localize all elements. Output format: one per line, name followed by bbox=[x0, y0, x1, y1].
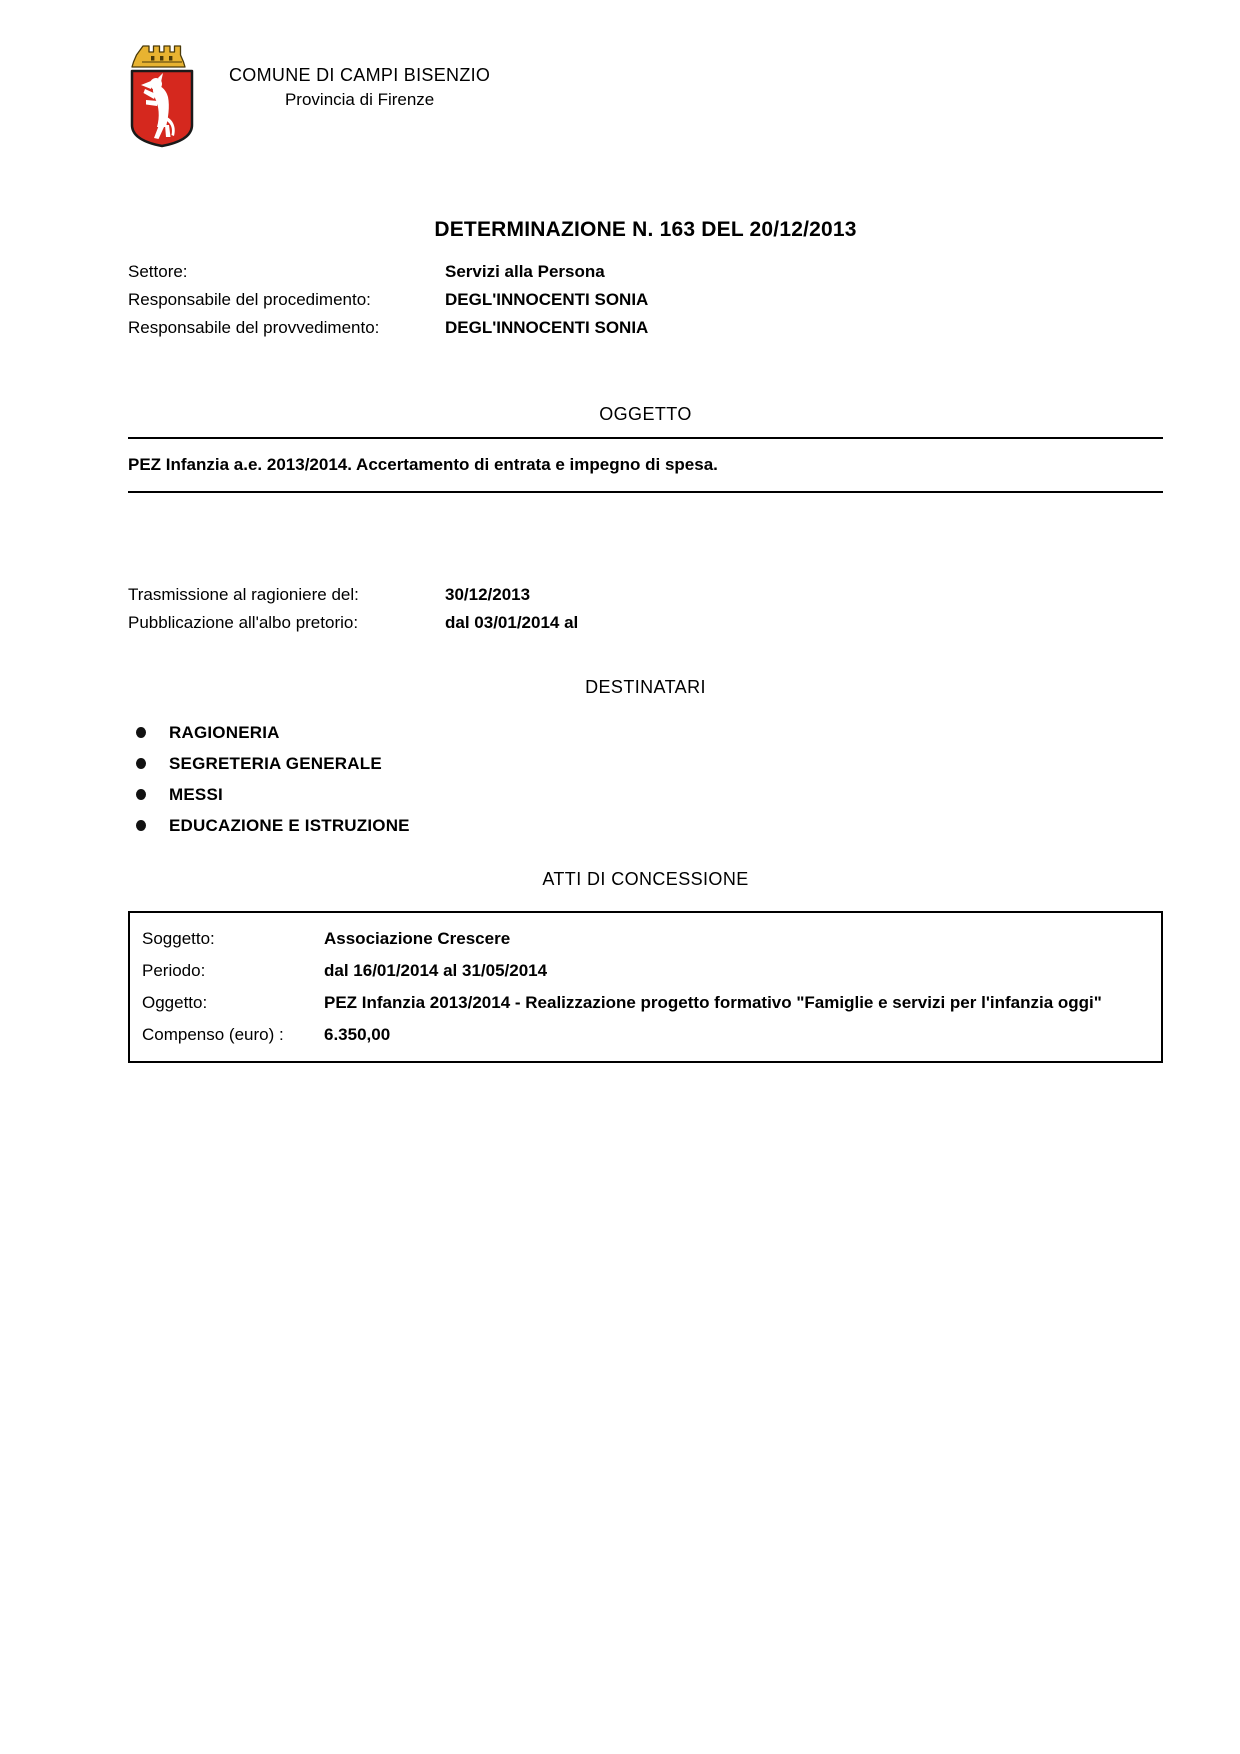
destinatari-heading: DESTINATARI bbox=[585, 677, 706, 697]
header-text-block bbox=[229, 42, 490, 112]
list-item bbox=[128, 717, 1163, 748]
list-item bbox=[128, 779, 1163, 810]
bullet-icon bbox=[136, 727, 146, 738]
list-item bbox=[128, 748, 1163, 779]
field-value: 6.350,00 bbox=[324, 1025, 391, 1044]
field-value: DEGL'INNOCENTI SONIA bbox=[445, 318, 649, 337]
destinatario-label: EDUCAZIONE E ISTRUZIONE bbox=[169, 815, 410, 835]
municipality-name: COMUNE DI CAMPI BISENZIO bbox=[229, 65, 491, 85]
field-value: DEGL'INNOCENTI SONIA bbox=[445, 290, 649, 309]
bullet-icon bbox=[136, 820, 146, 831]
field-value: 30/12/2013 bbox=[445, 585, 531, 604]
crest-crown bbox=[132, 46, 185, 67]
concessione-row-periodo bbox=[142, 955, 1149, 987]
bullet-icon bbox=[136, 789, 146, 800]
destinatario-label: RAGIONERIA bbox=[169, 722, 280, 742]
concessione-row-oggetto bbox=[142, 987, 1149, 1019]
destinatari-list bbox=[128, 717, 1163, 841]
concessione-row-soggetto bbox=[142, 923, 1149, 955]
divider bbox=[128, 491, 1163, 493]
province-name: Provincia di Firenze bbox=[284, 90, 435, 109]
transmission-row-ragioniere bbox=[128, 581, 1163, 609]
document-header bbox=[128, 0, 1163, 148]
divider bbox=[128, 437, 1163, 439]
meta-row-settore bbox=[128, 258, 1163, 286]
bullet-icon bbox=[136, 758, 146, 769]
field-value: PEZ Infanzia 2013/2014 - Realizzazione progetto formativo "Famiglie e servizi per l'infanzia oggi" bbox=[324, 993, 1102, 1012]
document-title: DETERMINAZIONE N. 163 DEL 20/12/2013 bbox=[434, 218, 857, 241]
field-label: Responsabile del procedimento: bbox=[128, 290, 371, 309]
field-label: Trasmissione al ragioniere del: bbox=[128, 585, 359, 604]
concessione-row-compenso bbox=[142, 1019, 1149, 1051]
field-value: dal 16/01/2014 al 31/05/2014 bbox=[324, 961, 548, 980]
meta-row-resp-provvedimento bbox=[128, 314, 1163, 342]
transmission-section bbox=[128, 581, 1163, 637]
transmission-row-albo bbox=[128, 609, 1163, 637]
oggetto-heading: OGGETTO bbox=[599, 404, 692, 424]
field-label: Soggetto: bbox=[142, 929, 215, 948]
destinatario-label: MESSI bbox=[169, 784, 223, 804]
municipal-crest-icon bbox=[125, 42, 199, 148]
field-label: Pubblicazione all'albo pretorio: bbox=[128, 613, 359, 632]
destinatario-label: SEGRETERIA GENERALE bbox=[169, 753, 382, 773]
field-label: Oggetto: bbox=[142, 993, 208, 1012]
field-value: Associazione Crescere bbox=[324, 929, 511, 948]
oggetto-text: PEZ Infanzia a.e. 2013/2014. Accertamento di entrata e impegno di spesa. bbox=[128, 455, 718, 474]
field-label: Compenso (euro) : bbox=[142, 1025, 284, 1044]
field-label: Periodo: bbox=[142, 961, 206, 980]
list-item bbox=[128, 810, 1163, 841]
meta-row-resp-procedimento bbox=[128, 286, 1163, 314]
field-label: Settore: bbox=[128, 262, 188, 281]
field-value: dal 03/01/2014 al bbox=[445, 613, 579, 632]
concessione-heading: ATTI DI CONCESSIONE bbox=[542, 869, 749, 889]
field-label: Responsabile del provvedimento: bbox=[128, 318, 380, 337]
meta-section bbox=[128, 258, 1163, 342]
field-value: Servizi alla Persona bbox=[445, 262, 605, 281]
concessione-box bbox=[128, 911, 1163, 1063]
